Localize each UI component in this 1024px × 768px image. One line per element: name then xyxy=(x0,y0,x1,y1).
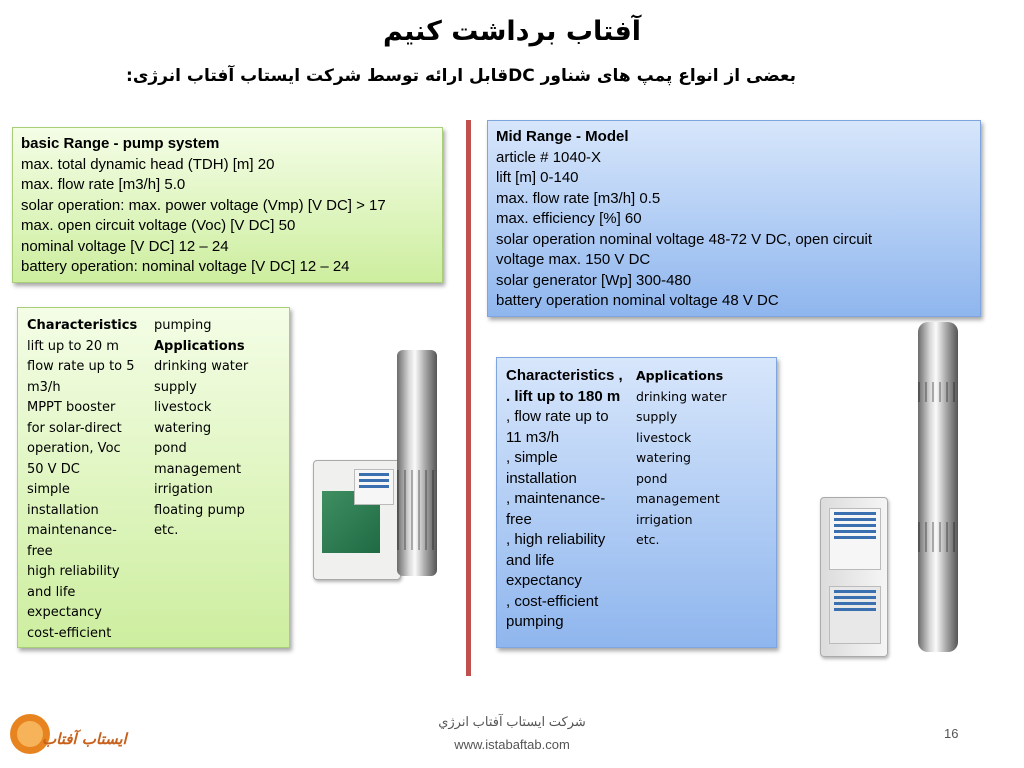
footer xyxy=(380,710,644,756)
logo-text: ایستاب آفتاب xyxy=(42,730,127,748)
characteristics-heading: Characteristics xyxy=(27,318,138,333)
applications-list: drinking water supply livestock watering pond management irrigation floating pump etc. xyxy=(154,359,249,538)
footer-company-name: شرکت ایستاب آفتاب انرژي xyxy=(438,714,586,729)
company-logo xyxy=(4,708,127,760)
basic-range-heading: basic Range - pump system xyxy=(21,135,220,152)
spec-line: max. open circuit voltage (Voc) [V DC] 50 xyxy=(21,217,296,234)
spec-line: solar operation: max. power voltage (Vmp) [V DC] > 17 xyxy=(21,196,386,214)
mid-controller-image xyxy=(820,497,888,657)
footer-website: www.istabaftab.com xyxy=(454,737,570,752)
spec-line: battery operation nominal voltage 48 V DC xyxy=(496,292,779,309)
spec-line: lift [m] 0-140 xyxy=(496,169,579,186)
characteristics-heading: Characteristics , xyxy=(506,367,623,384)
spec-line: max. efficiency [%] 60 xyxy=(496,210,642,227)
characteristics-first-item: . lift up to 180 m xyxy=(506,387,621,405)
basic-range-features-box xyxy=(17,307,290,648)
spec-line: max. flow rate [m3/h] 0.5 xyxy=(496,189,661,207)
mid-range-features-box xyxy=(496,357,777,648)
characteristics-continuation: pumping xyxy=(154,318,212,333)
mid-range-spec-box xyxy=(487,120,981,317)
spec-line: max. flow rate [m3/h] 5.0 xyxy=(21,176,186,193)
basic-range-spec-box xyxy=(12,127,443,283)
applications-heading: Applications xyxy=(636,368,724,383)
spec-line: article # 1040-X xyxy=(496,148,602,166)
applications-list: drinking water supply livestock watering pond management irrigation etc. xyxy=(636,388,727,547)
slide-subtitle: بعضی از انواع پمپ های شناور DCقابل ارائه توسط شرکت ایستاب آفتاب انرژی: xyxy=(126,66,796,86)
vertical-divider xyxy=(466,120,471,676)
spec-line: voltage max. 150 V DC xyxy=(496,251,651,268)
slide-title: آفتاب برداشت کنیم xyxy=(382,16,642,47)
spec-line: max. total dynamic head (TDH) [m] 20 xyxy=(21,155,275,173)
page-number: 16 xyxy=(944,726,959,741)
characteristics-list: lift up to 20 m flow rate up to 5 m3/h MPPT booster for solar-direct operation, Voc 50 V DC simple installation maintenance- free high reliability and life expectancy cost-efficient xyxy=(27,338,135,641)
basic-controller-image xyxy=(313,460,401,580)
basic-pump-image xyxy=(397,350,437,576)
spec-line: battery operation: nominal voltage [V DC] 12 – 24 xyxy=(21,258,350,275)
mid-pump-image xyxy=(918,322,958,652)
spec-line: solar operation nominal voltage 48-72 V DC, open circuit xyxy=(496,230,873,248)
spec-line: nominal voltage [V DC] 12 – 24 xyxy=(21,237,229,255)
characteristics-list: , flow rate up to 11 m3/h , simple installation , maintenance- free , high reliability and life expectancy , cost-efficient pumping xyxy=(506,408,609,630)
mid-range-heading: Mid Range - Model xyxy=(496,128,629,145)
applications-heading: Applications xyxy=(154,338,245,354)
spec-line: solar generator [Wp] 300-480 xyxy=(496,271,692,289)
